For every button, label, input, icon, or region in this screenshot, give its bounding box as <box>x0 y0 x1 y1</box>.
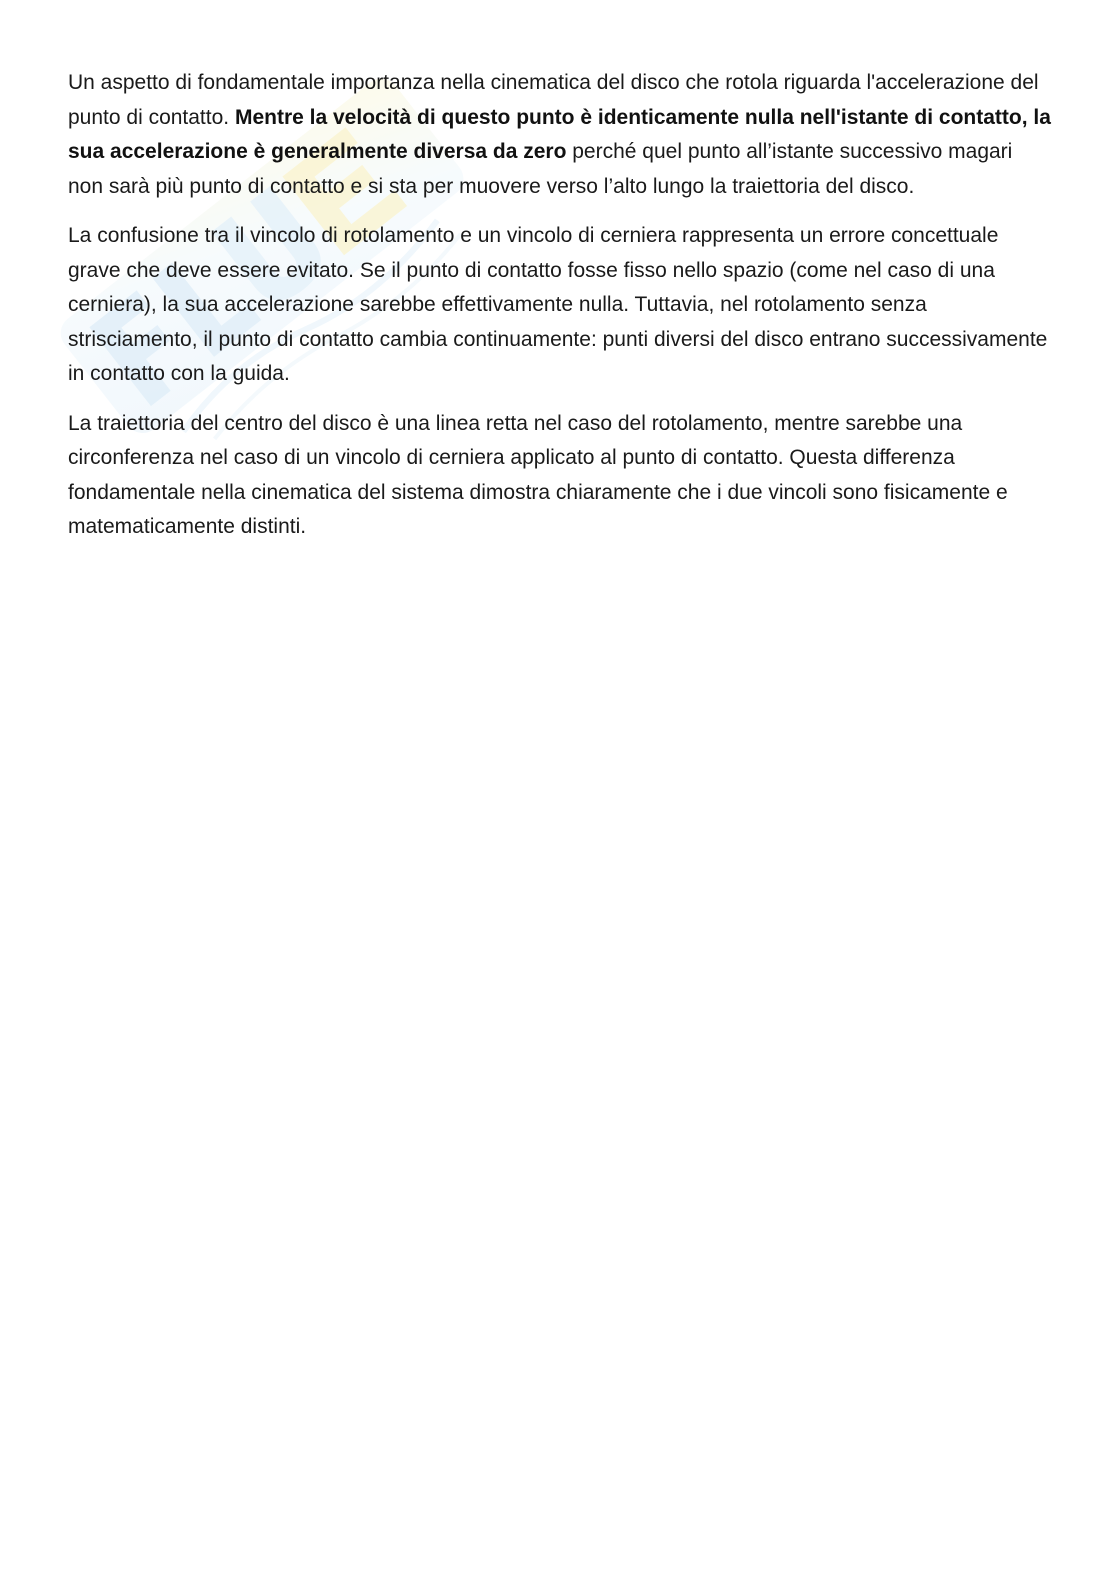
document-body <box>68 66 1053 560</box>
paragraph-2: La confusione tra il vincolo di rotolamento e un vincolo di cerniera rappresenta un errore concettuale grave che deve essere evitato. Se il punto di contatto fosse fisso nello spazio (come nel caso di una cerniera), la sua accelerazione sarebbe effettivamente nulla. Tuttavia, nel rotolamento senza strisciamento, il punto di contatto cambia continuamente: punti diversi del disco entrano successivamente in contatto con la guida. <box>68 224 1048 385</box>
paragraph-1-text-end: perché quel punto all’istante successivo magari non sarà più punto di contatto e si sta per muovere verso l’alto lungo la traiettoria del disco. <box>68 140 1013 198</box>
paragraph-1-text-start: Un aspetto di fondamentale importanza nella cinematica del disco che rotola riguarda l'accelerazione del punto di contatto. <box>68 71 1039 129</box>
paragraph-1-bold-text: Mentre la velocità di questo punto è identicamente nulla nell'istante di contatto, la sua accelerazione è generalmente diversa da zero <box>68 105 1051 163</box>
paragraph-3: La traiettoria del centro del disco è una linea retta nel caso del rotolamento, mentre sarebbe una circonferenza nel caso di un vincolo di cerniera applicato al punto di contatto. Questa differenza fondamentale nella cinematica del sistema dimostra chiaramente che i due vincoli sono fisicamente e matematicamente distinti. <box>68 411 1008 538</box>
paragraph-1 <box>68 66 1053 204</box>
